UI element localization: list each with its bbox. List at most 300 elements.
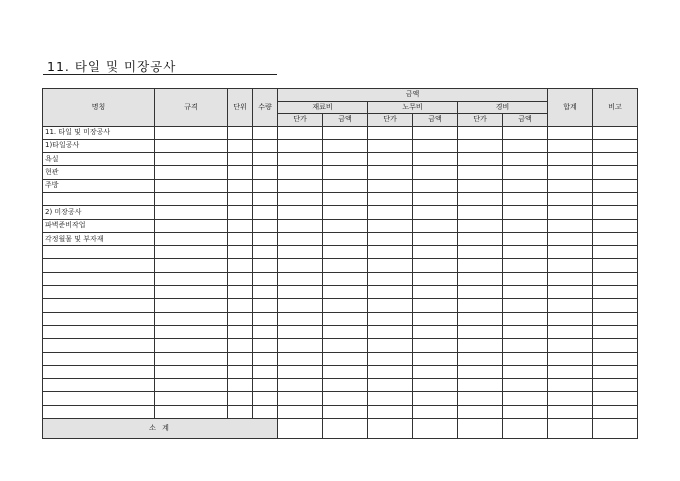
table-cell — [228, 299, 253, 312]
table-row — [43, 246, 638, 259]
table-cell — [278, 392, 323, 405]
table-cell — [228, 379, 253, 392]
table-cell — [278, 339, 323, 352]
table-cell — [228, 405, 253, 418]
table-cell — [413, 272, 458, 285]
table-cell — [228, 325, 253, 338]
table-cell — [458, 246, 503, 259]
table-cell — [323, 246, 368, 259]
table-cell — [548, 286, 593, 299]
table-cell — [368, 232, 413, 245]
table-cell — [413, 352, 458, 365]
table-cell — [253, 325, 278, 338]
table-cell — [548, 365, 593, 378]
table-row — [43, 166, 638, 179]
table-cell — [253, 259, 278, 272]
table-cell — [155, 352, 228, 365]
table-cell — [413, 339, 458, 352]
table-cell — [228, 272, 253, 285]
table-cell — [413, 259, 458, 272]
table-cell — [548, 219, 593, 232]
table-cell — [593, 246, 638, 259]
table-row — [43, 365, 638, 378]
table-cell — [413, 246, 458, 259]
table-cell — [253, 379, 278, 392]
table-cell — [278, 179, 323, 192]
header-labor: 노무비 — [368, 101, 458, 114]
table-cell — [323, 272, 368, 285]
subtotal-cell — [503, 419, 548, 439]
item-name-cell — [43, 405, 155, 418]
table-cell — [253, 312, 278, 325]
table-cell — [368, 365, 413, 378]
table-cell — [548, 246, 593, 259]
table-row — [43, 392, 638, 405]
table-cell — [548, 312, 593, 325]
table-cell — [155, 286, 228, 299]
table-cell — [368, 312, 413, 325]
table-row — [43, 405, 638, 418]
table-cell — [503, 259, 548, 272]
table-cell — [323, 286, 368, 299]
subtotal-row — [43, 419, 638, 439]
table-row — [43, 339, 638, 352]
table-cell — [503, 365, 548, 378]
table-cell — [503, 325, 548, 338]
table-cell — [155, 299, 228, 312]
table-row — [43, 286, 638, 299]
table-cell — [368, 206, 413, 219]
item-name-cell: 주방 — [43, 179, 155, 192]
table-cell — [155, 379, 228, 392]
item-name-cell: 현관 — [43, 166, 155, 179]
table-cell — [458, 179, 503, 192]
table-cell — [503, 179, 548, 192]
table-cell — [323, 192, 368, 205]
subtotal-cell — [593, 419, 638, 439]
table-cell — [548, 405, 593, 418]
subtotal-cell — [548, 419, 593, 439]
table-cell — [413, 219, 458, 232]
table-cell — [323, 339, 368, 352]
table-cell — [228, 179, 253, 192]
table-cell — [548, 232, 593, 245]
table-cell — [548, 139, 593, 152]
table-cell — [413, 405, 458, 418]
table-cell — [458, 259, 503, 272]
table-cell — [368, 192, 413, 205]
table-cell — [253, 286, 278, 299]
table-row — [43, 179, 638, 192]
table-cell — [548, 379, 593, 392]
table-cell — [323, 259, 368, 272]
table-cell — [458, 286, 503, 299]
table-cell — [458, 126, 503, 139]
table-cell — [228, 126, 253, 139]
table-cell — [503, 272, 548, 285]
table-cell — [155, 392, 228, 405]
table-row — [43, 139, 638, 152]
table-cell — [413, 192, 458, 205]
table-cell — [503, 312, 548, 325]
table-cell — [548, 153, 593, 166]
table-cell — [413, 139, 458, 152]
item-name-cell — [43, 365, 155, 378]
table-row — [43, 126, 638, 139]
header-amount-group: 금액 — [278, 89, 548, 102]
item-name-cell: 각정월물 및 부자재 — [43, 232, 155, 245]
table-cell — [368, 299, 413, 312]
item-name-cell: 2) 미장공사 — [43, 206, 155, 219]
header-expense: 경비 — [458, 101, 548, 114]
table-cell — [278, 272, 323, 285]
table-cell — [548, 392, 593, 405]
table-cell — [413, 286, 458, 299]
table-cell — [503, 299, 548, 312]
table-cell — [228, 153, 253, 166]
table-cell — [368, 392, 413, 405]
table-cell — [228, 192, 253, 205]
table-cell — [228, 206, 253, 219]
item-name-cell — [43, 259, 155, 272]
table-cell — [593, 325, 638, 338]
table-cell — [278, 325, 323, 338]
item-name-cell — [43, 272, 155, 285]
table-cell — [155, 312, 228, 325]
table-cell — [413, 126, 458, 139]
table-cell — [593, 259, 638, 272]
table-cell — [323, 392, 368, 405]
table-cell — [458, 365, 503, 378]
table-cell — [228, 166, 253, 179]
header-material-unit-price: 단가 — [278, 114, 323, 127]
table-cell — [228, 246, 253, 259]
table-cell — [323, 153, 368, 166]
cost-table — [42, 88, 638, 439]
table-cell — [368, 352, 413, 365]
table-cell — [278, 206, 323, 219]
table-cell — [368, 246, 413, 259]
table-cell — [458, 153, 503, 166]
table-cell — [593, 179, 638, 192]
table-row — [43, 312, 638, 325]
header-expense-unit-price: 단가 — [458, 114, 503, 127]
table-cell — [548, 272, 593, 285]
table-cell — [253, 219, 278, 232]
table-cell — [548, 166, 593, 179]
table-cell — [593, 206, 638, 219]
table-row — [43, 206, 638, 219]
table-cell — [368, 139, 413, 152]
table-cell — [228, 259, 253, 272]
table-cell — [155, 139, 228, 152]
table-cell — [155, 405, 228, 418]
table-cell — [458, 405, 503, 418]
table-cell — [368, 325, 413, 338]
table-cell — [593, 405, 638, 418]
table-cell — [228, 312, 253, 325]
header-labor-amount: 금액 — [413, 114, 458, 127]
header-expense-amount: 금액 — [503, 114, 548, 127]
table-cell — [278, 126, 323, 139]
table-cell — [593, 379, 638, 392]
table-cell — [155, 219, 228, 232]
table-cell — [503, 286, 548, 299]
table-cell — [458, 339, 503, 352]
table-cell — [548, 299, 593, 312]
table-cell — [253, 339, 278, 352]
header-name: 명칭 — [43, 89, 155, 127]
table-cell — [155, 192, 228, 205]
table-cell — [278, 153, 323, 166]
table-cell — [253, 299, 278, 312]
table-cell — [323, 325, 368, 338]
table-cell — [155, 259, 228, 272]
table-cell — [593, 286, 638, 299]
table-cell — [593, 153, 638, 166]
table-cell — [593, 166, 638, 179]
table-cell — [503, 392, 548, 405]
table-cell — [368, 339, 413, 352]
table-cell — [253, 405, 278, 418]
item-name-cell — [43, 352, 155, 365]
table-cell — [368, 379, 413, 392]
table-cell — [593, 126, 638, 139]
table-cell — [323, 206, 368, 219]
table-cell — [323, 179, 368, 192]
subtotal-cell — [323, 419, 368, 439]
item-name-cell — [43, 246, 155, 259]
table-cell — [323, 352, 368, 365]
table-cell — [323, 379, 368, 392]
table-cell — [368, 405, 413, 418]
table-cell — [548, 179, 593, 192]
table-row — [43, 379, 638, 392]
table-cell — [155, 325, 228, 338]
table-cell — [458, 299, 503, 312]
table-cell — [155, 166, 228, 179]
table-cell — [228, 286, 253, 299]
table-cell — [323, 365, 368, 378]
table-cell — [253, 392, 278, 405]
title-underline — [43, 74, 277, 75]
table-cell — [323, 405, 368, 418]
item-name-cell — [43, 339, 155, 352]
table-cell — [458, 232, 503, 245]
table-cell — [155, 179, 228, 192]
table-cell — [503, 379, 548, 392]
table-cell — [253, 232, 278, 245]
table-cell — [278, 246, 323, 259]
table-cell — [593, 339, 638, 352]
table-cell — [253, 352, 278, 365]
table-cell — [548, 259, 593, 272]
table-cell — [278, 259, 323, 272]
item-name-cell — [43, 312, 155, 325]
item-name-cell — [43, 192, 155, 205]
table-cell — [155, 272, 228, 285]
table-cell — [503, 246, 548, 259]
table-cell — [278, 192, 323, 205]
table-cell — [368, 286, 413, 299]
table-cell — [458, 166, 503, 179]
table-cell — [503, 166, 548, 179]
header-material: 재료비 — [278, 101, 368, 114]
table-cell — [458, 379, 503, 392]
table-cell — [278, 352, 323, 365]
table-cell — [458, 206, 503, 219]
table-cell — [155, 153, 228, 166]
table-cell — [228, 232, 253, 245]
table-cell — [253, 139, 278, 152]
table-cell — [458, 219, 503, 232]
table-cell — [323, 312, 368, 325]
table-cell — [413, 166, 458, 179]
table-cell — [503, 219, 548, 232]
table-row — [43, 232, 638, 245]
table-cell — [155, 246, 228, 259]
header-spec: 규격 — [155, 89, 228, 127]
table-cell — [548, 206, 593, 219]
table-cell — [548, 325, 593, 338]
table-cell — [593, 272, 638, 285]
table-cell — [228, 219, 253, 232]
table-cell — [323, 139, 368, 152]
table-cell — [155, 126, 228, 139]
subtotal-cell — [368, 419, 413, 439]
table-cell — [368, 259, 413, 272]
table-cell — [458, 192, 503, 205]
table-row — [43, 192, 638, 205]
item-name-cell — [43, 392, 155, 405]
table-cell — [548, 126, 593, 139]
table-cell — [413, 325, 458, 338]
table-row — [43, 325, 638, 338]
table-cell — [228, 139, 253, 152]
subtotal-label: 소 계 — [43, 419, 278, 439]
table-cell — [503, 352, 548, 365]
table-cell — [228, 352, 253, 365]
subtotal-cell — [278, 419, 323, 439]
table-cell — [253, 179, 278, 192]
table-cell — [228, 365, 253, 378]
table-row — [43, 153, 638, 166]
table-cell — [228, 339, 253, 352]
table-cell — [593, 139, 638, 152]
table-cell — [155, 206, 228, 219]
table-cell — [503, 126, 548, 139]
table-cell — [253, 272, 278, 285]
table-row — [43, 259, 638, 272]
table-cell — [413, 379, 458, 392]
table-cell — [278, 219, 323, 232]
table-cell — [253, 246, 278, 259]
header-qty: 수량 — [253, 89, 278, 127]
table-cell — [503, 192, 548, 205]
table-cell — [253, 126, 278, 139]
table-cell — [503, 339, 548, 352]
header-material-amount: 금액 — [323, 114, 368, 127]
table-cell — [253, 153, 278, 166]
table-cell — [368, 179, 413, 192]
table-cell — [413, 392, 458, 405]
table-cell — [413, 365, 458, 378]
table-cell — [413, 206, 458, 219]
table-cell — [548, 339, 593, 352]
table-cell — [368, 126, 413, 139]
table-cell — [458, 312, 503, 325]
subtotal-cell — [413, 419, 458, 439]
item-name-cell — [43, 325, 155, 338]
table-cell — [278, 286, 323, 299]
table-cell — [253, 192, 278, 205]
table-row — [43, 272, 638, 285]
item-name-cell — [43, 379, 155, 392]
table-row — [43, 352, 638, 365]
table-cell — [228, 392, 253, 405]
table-cell — [323, 299, 368, 312]
table-cell — [413, 299, 458, 312]
table-cell — [548, 352, 593, 365]
table-row — [43, 219, 638, 232]
table-cell — [278, 365, 323, 378]
table-cell — [323, 126, 368, 139]
table-cell — [458, 392, 503, 405]
subtotal-cell — [458, 419, 503, 439]
item-name-cell: 파벽준비작업 — [43, 219, 155, 232]
table-cell — [155, 365, 228, 378]
table-cell — [593, 192, 638, 205]
table-cell — [368, 272, 413, 285]
table-cell — [323, 232, 368, 245]
item-name-cell: 욕실 — [43, 153, 155, 166]
table-row — [43, 299, 638, 312]
table-cell — [593, 392, 638, 405]
item-name-cell — [43, 299, 155, 312]
header-labor-unit-price: 단가 — [368, 114, 413, 127]
table-cell — [278, 405, 323, 418]
table-cell — [278, 299, 323, 312]
header-unit: 단위 — [228, 89, 253, 127]
table-cell — [593, 232, 638, 245]
table-cell — [503, 206, 548, 219]
table-cell — [323, 219, 368, 232]
table-cell — [413, 232, 458, 245]
table-cell — [503, 139, 548, 152]
table-cell — [413, 312, 458, 325]
table-cell — [413, 153, 458, 166]
table-body — [43, 126, 638, 419]
item-name-cell: 1)타일공사 — [43, 139, 155, 152]
table-cell — [253, 365, 278, 378]
table-cell — [458, 272, 503, 285]
table-cell — [278, 379, 323, 392]
table-cell — [278, 139, 323, 152]
table-cell — [458, 325, 503, 338]
item-name-cell: 11. 타일 및 미장공사 — [43, 126, 155, 139]
header-total: 합계 — [548, 89, 593, 127]
table-cell — [368, 166, 413, 179]
document-title: 11. 타일 및 미장공사 — [47, 59, 177, 74]
table-cell — [458, 352, 503, 365]
table-cell — [413, 179, 458, 192]
table-cell — [368, 153, 413, 166]
table-cell — [323, 166, 368, 179]
table-cell — [155, 339, 228, 352]
table-cell — [278, 166, 323, 179]
table-cell — [278, 232, 323, 245]
table-cell — [593, 352, 638, 365]
